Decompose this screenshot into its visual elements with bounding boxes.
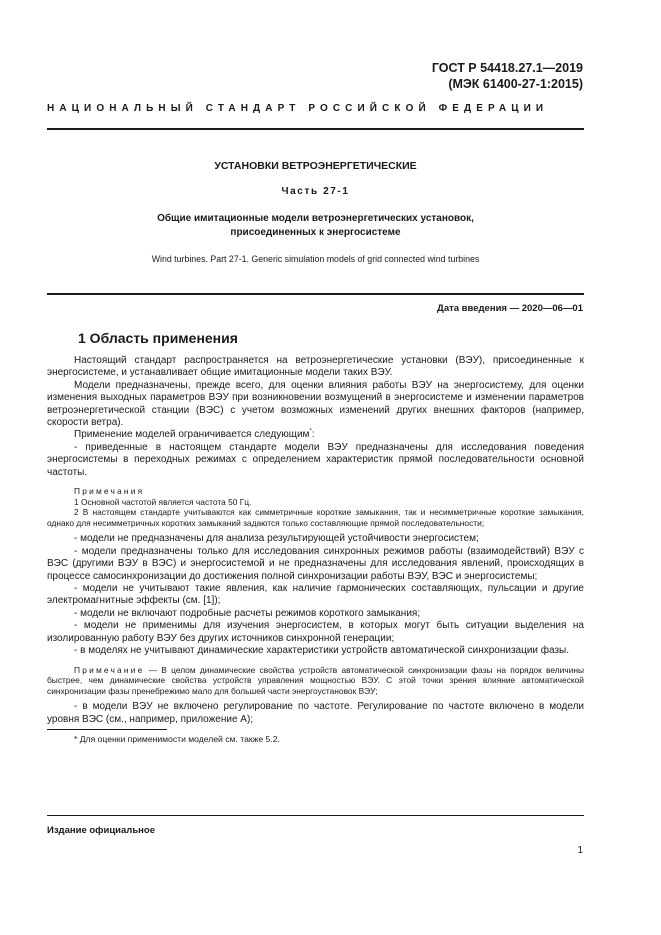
list-item: - модели не включают подробные расчеты режимов короткого замыкания; xyxy=(74,607,421,619)
note-item: 1 Основной частотой является частота 50 Гц. xyxy=(74,496,252,507)
section-heading: 1 Область применения xyxy=(78,330,238,346)
iec-number: (МЭК 61400-27-1:2015) xyxy=(448,77,583,91)
list-item: - модели предназначены только для исследования синхронных режимов работы (взаимодействий) ВЭУ с ВЭС (другими ВЭУ в ВЭС) и энергосистемой и не предназначены для исследования явлений, происходящих в процессе самосинхронизации до достижения полной синхронизации работы ВЭУ, ВЭС и энергосистемы; xyxy=(47,545,584,582)
english-title: Wind turbines. Part 27-1. Generic simulation models of grid connected wind turbines xyxy=(151,254,480,264)
list-item: - приведенные в настоящем стандарте модели ВЭУ предназначены для исследования поведения энергосистемы в переходных режимах с определением характеристик прямой последовательности основной частоты. xyxy=(47,441,584,478)
document-part: Часть 27-1 xyxy=(281,186,350,197)
document-subtitle xyxy=(47,212,584,240)
edition-label: Издание официальное xyxy=(47,825,155,836)
notes-block xyxy=(47,486,584,528)
title-rule xyxy=(47,293,584,295)
paragraph xyxy=(47,429,584,441)
gost-number: ГОСТ Р 54418.27.1—2019 xyxy=(431,61,583,75)
document-title: УСТАНОВКИ ВЕТРОЭНЕРГЕТИЧЕСКИЕ xyxy=(214,160,417,172)
subtitle-line-2: присоединенных к энергосистеме xyxy=(230,227,401,238)
standard-designation xyxy=(432,60,583,92)
note-item xyxy=(47,665,584,697)
paragraph: Модели предназначены, прежде всего, для оценки влияния работы ВЭУ на энергосистему, для оценки изменения выходных параметров ВЭУ при возникновении возмущений в энергосистеме и изменении параметров ветроэнергетической станции (ВЭС) с учетом возможных изменений других внешних факторов (например, скорости ветра). xyxy=(47,379,584,429)
note-text: — В целом динамические свойства устройств автоматической синхронизации фазы на порядок величины быстрее, чем динамические свойства устройств управления мощностью ВЭУ. С этой точки зрения влияние автоматической синхронизации фазы пренебрежимо мало для большей части энергоустановок ВЭУ; xyxy=(47,664,584,696)
list-item: - в модели ВЭУ не включено регулирование по частоте. Регулирование по частоте включено в модели уровня ВЭС (см., например, приложение А); xyxy=(47,701,584,725)
footnote: * Для оценки применимости моделей см. также 5.2. xyxy=(74,734,280,745)
list-item: - модели не применимы для изучения энергосистем, в которых могут быть ситуации выделения на изолированную работу ВЭУ без других источников синхронной генерации; xyxy=(47,620,584,644)
list-item: - модели не учитывают такие явления, как наличие гармонических составляющих, пульсации и другие электромагнитные эффекты (см. [1]); xyxy=(47,583,584,607)
note-block xyxy=(47,665,584,697)
page-number: 1 xyxy=(577,845,583,856)
paragraph-punct: : xyxy=(311,429,315,441)
note-item: 2 В настоящем стандарте учитываются как симметричные короткие замыкания, так и несимметричные короткие замыкания, однако для несимметричных коротких замыканий задаются только составляющие прямой последовательности; xyxy=(47,507,584,528)
section-body xyxy=(47,355,584,746)
national-standard-banner: НАЦИОНАЛЬНЫЙ СТАНДАРТ РОССИЙСКОЙ ФЕДЕРАЦИИ xyxy=(47,103,549,114)
paragraph-text: Применение моделей ограничивается следующим xyxy=(74,429,310,441)
list-item: - в моделях не учитывают динамические характеристики устройств автоматической синхронизации фазы. xyxy=(74,645,570,657)
header-rule xyxy=(47,128,584,130)
footnote-rule xyxy=(47,729,167,730)
note-label: Примечание xyxy=(74,664,145,675)
subtitle-line-1: Общие имитационные модели ветроэнергетических установок, xyxy=(157,213,474,224)
footnote-marker: * xyxy=(309,429,312,436)
notes-title: Примечания xyxy=(74,486,145,497)
list-item: - модели не предназначены для анализа результирующей устойчивости энергосистем; xyxy=(74,533,479,545)
footer-rule xyxy=(47,815,584,816)
introduction-date: Дата введения — 2020—06—01 xyxy=(437,303,583,314)
paragraph: Настоящий стандарт распространяется на ветроэнергетические установки (ВЭУ), присоединенные к энергосистеме, и устанавливает общие имитационные модели таких ВЭУ. xyxy=(47,355,584,379)
